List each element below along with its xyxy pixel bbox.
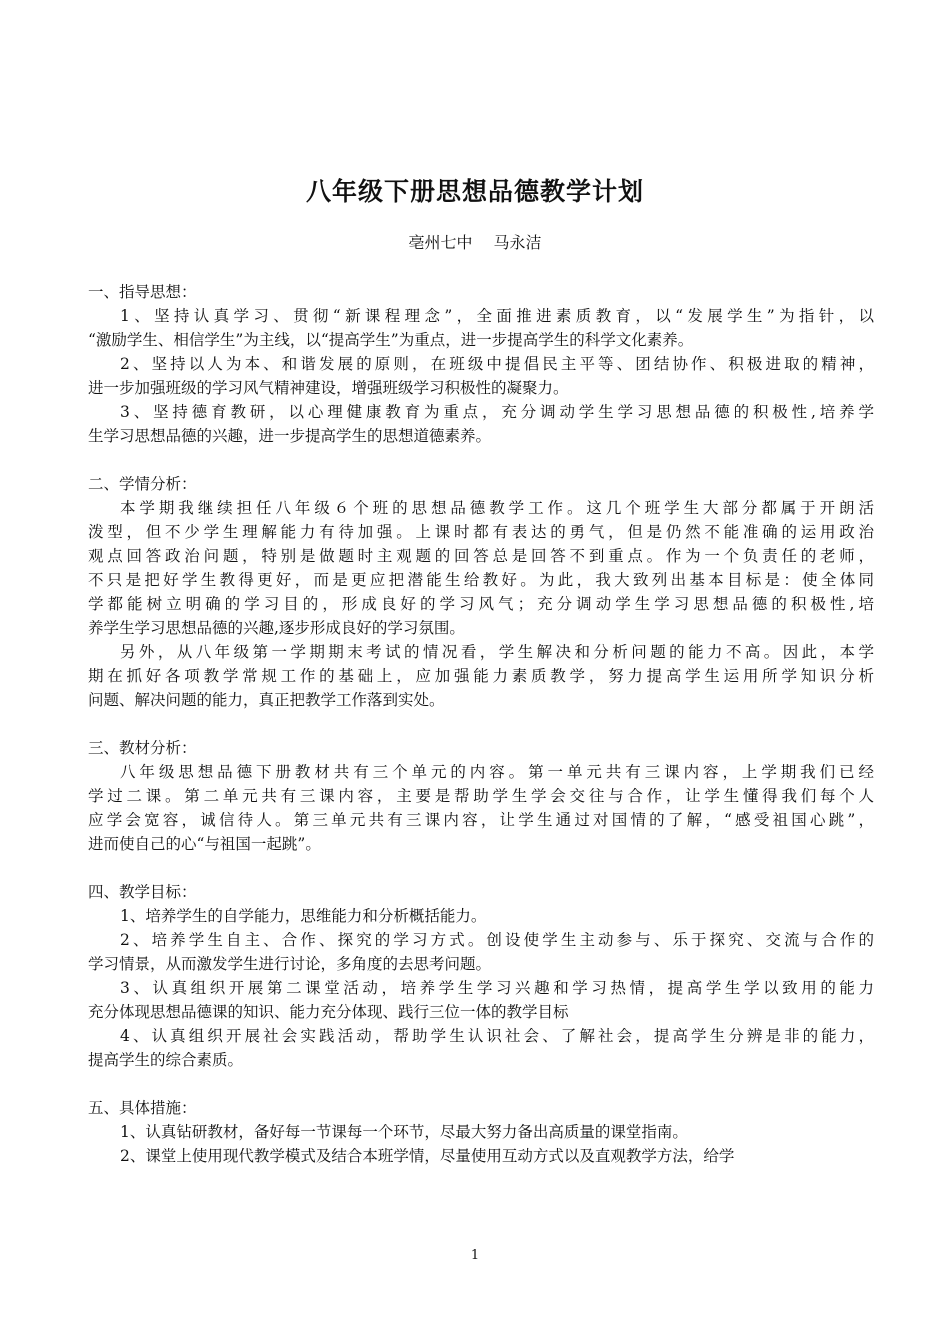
document-body [88,280,874,1168]
paragraph-line: 3、认真组织开展第二课堂活动，培养学生学习兴趣和学习热情，提高学生学以致用的能力 [120,979,874,997]
section-heading: 四、教学目标： [88,883,197,901]
section-heading: 三、教材分析： [88,739,197,757]
paragraph-line: 本学期我继续担任八年级６个班的思想品德教学工作。这几个班学生大部分都属于开朗活 [120,499,874,517]
paragraph-line: 学过二课。第二单元共有三课内容，主要是帮助学生学会交往与合作，让学生懂得我们每个人 [88,787,874,805]
paragraph-line: 2、课堂上使用现代教学模式及结合本班学情，尽量使用互动方式以及直观教学方法，给学 [120,1147,735,1165]
section-gap [88,1072,874,1096]
document-author: 亳州七中 马永洁 [408,233,542,252]
paragraph-line: 充分体现思想品德课的知识、能力充分体现、践行三位一体的教学目标 [88,1003,569,1021]
section-heading: 五、具体措施： [88,1099,197,1117]
paragraph-line: 应学会宽容，诚信待人。第三单元共有三课内容，让学生通过对国情的了解，“感受祖国心跳”， [88,811,874,829]
paragraph-line: 不只是把好学生教得更好，而是更应把潜能生给教好。为此，我大致列出基本目标是：使全体同 [88,571,874,589]
paragraph-line: 4、认真组织开展社会实践活动，帮助学生认识社会、了解社会，提高学生分辨是非的能力， [120,1027,874,1045]
paragraph-line: 问题、解决问题的能力，真正把教学工作落到实处。 [88,691,445,709]
paragraph-line: 1、坚持认真学习、贯彻“新课程理念”，全面推进素质教育，以“发展学生”为指针，以 [120,307,874,325]
section-heading: 一、指导思想： [88,283,197,301]
section-gap [88,712,874,736]
paragraph-line: 3、坚持德育教研，以心理健康教育为重点，充分调动学生学习思想品德的积极性,培养学 [120,403,874,421]
paragraph-line: 进而使自己的心“与祖国一起跳”。 [88,835,321,853]
section-gap [88,448,874,472]
paragraph-line: 期在抓好各项教学常规工作的基础上，应加强能力素质教学，努力提高学生运用所学知识分析 [88,667,874,685]
paragraph-line: 泼型，但不少学生理解能力有待加强。上课时都有表达的勇气，但是仍然不能准确的运用政治 [88,523,874,541]
paragraph-line: 2、培养学生自主、合作、探究的学习方式。创设使学生主动参与、乐于探究、交流与合作的 [120,931,874,949]
paragraph-line: 生学习思想品德的兴趣，进一步提高学生的思想道德素养。 [88,427,492,445]
paragraph-line: 提高学生的综合素质。 [88,1051,244,1069]
document-title: 八年级下册思想品德教学计划 [305,177,644,206]
page-number: 1 [470,1248,480,1263]
paragraph-line: 学习情景，从而激发学生进行讨论，多角度的去思考问题。 [88,955,492,973]
paragraph-line: “激励学生、相信学生”为主线，以“提高学生”为重点，进一步提高学生的科学文化素养。 [88,331,694,349]
section-heading: 二、学情分析： [88,475,197,493]
paragraph-line: 养学生学习思想品德的兴趣,逐步形成良好的学习氛围。 [88,619,465,637]
paragraph-line: 八年级思想品德下册教材共有三个单元的内容。第一单元共有三课内容，上学期我们已经 [120,763,874,781]
paragraph-line: 学都能树立明确的学习目的，形成良好的学习风气；充分调动学生学习思想品德的积极性,培 [88,595,874,613]
paragraph-line: 1、认真钻研教材，备好每一节课每一个环节，尽最大努力备出高质量的课堂指南。 [120,1123,688,1141]
paragraph-line: 进一步加强班级的学习风气精神建设，增强班级学习积极性的凝聚力。 [88,379,569,397]
paragraph-line: 另外，从八年级第一学期期末考试的情况看，学生解决和分析问题的能力不高。因此，本学 [120,643,874,661]
paragraph-line: 观点回答政治问题，特别是做题时主观题的回答总是回答不到重点。作为一个负责任的老师， [88,547,874,565]
section-gap [88,856,874,880]
paragraph-line: 1、培养学生的自学能力，思维能力和分析概括能力。 [120,907,487,925]
paragraph-line: 2、坚持以人为本、和谐发展的原则，在班级中提倡民主平等、团结协作、积极进取的精神， [120,355,874,373]
